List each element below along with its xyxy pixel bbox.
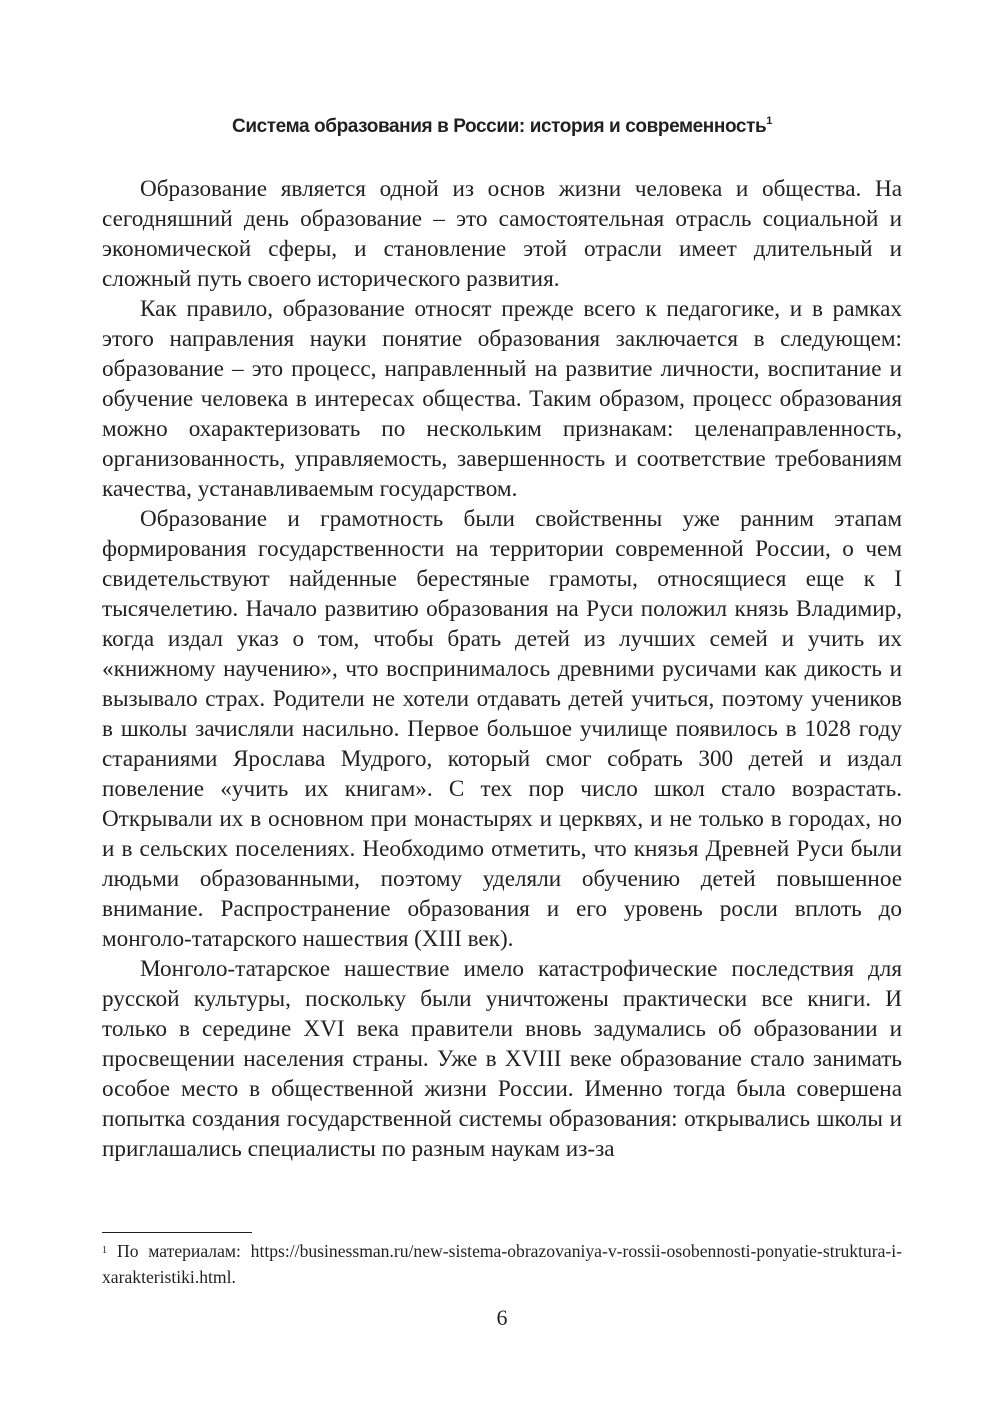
- page-title: Система образования в России: история и современность$^1$: [232, 115, 772, 137]
- paragraph-1: Образование является одной из основ жизни человека и общества. На сегодняшний день образование – это самостоятельная отрасль социальной и экономической сферы, и становление этой отрасли имеет длительный и сложный путь своего исторического развития.: [102, 176, 902, 292]
- body-text: [102, 174, 902, 1164]
- footnote: [102, 1238, 902, 1290]
- footnote-divider: [102, 1232, 252, 1233]
- footnote-mark: 1: [102, 1245, 107, 1256]
- footnote-reference: 1: [766, 115, 772, 127]
- paragraph-4: Монголо-татарское нашествие имело катастрофические последствия для русской культуры, поскольку были уничтожены практически все книги. И только в середине XVI века правители вновь задумались об образовании и просвещении населения страны. Уже в XVIII веке образование стало занимать особое место в общественной жизни России. Именно тогда была совершена попытка создания государственной системы образования: открывались школы и приглашались специалисты по разным наукам из-за: [102, 956, 902, 1162]
- paragraph-3: Образование и грамотность были свойственны уже ранним этапам формирования государственности на территории современной России, о чем свидетельствуют найденные берестяные грамоты, относящиеся еще к I тысячелетию. Начало развитию образования на Руси положил князь Владимир, когда издал указ о том, чтобы брать детей из лучших семей и учить их «книжному научению», что воспринималось древними русичами как дикость и вызывало страх. Родители не хотели отдавать детей учиться, поэтому учеников в школы зачисляли насильно. Первое большое училище появилось в 1028 году стараниями Ярослава Мудрого, который смог собрать 300 детей и издал повеление «учить их книгам». С тех пор число школ стало возрастать. Открывали их в основном при монастырях и церквях, и не только в городах, но и в сельских поселениях. Необходимо отметить, что князья Древней Руси были людьми образованными, поэтому уделяли обучению детей повышенное внимание. Распространение образования и его уровень росли вплоть до монголо-татарского нашествия (XIII век).: [102, 506, 902, 952]
- paragraph-2: Как правило, образование относят прежде всего к педагогике, и в рамках этого направления науки понятие образования заключается в следующем: образование – это процесс, направленный на развитие личности, воспитание и обучение человека в интересах общества. Таким образом, процесс образования можно охарактеризовать по нескольким признакам: целенаправленность, организованность, управляемость, завершенность и соответствие требованиям качества, устанавливаемым государством.: [102, 296, 902, 502]
- page-number: 6: [496, 1305, 508, 1330]
- footnote-text: По материалам: https://businessman.ru/new-sistema-obrazovaniya-v-rossii-osobennosti-ponyatie-struktura-i-xarakteristiki.html.: [102, 1241, 902, 1287]
